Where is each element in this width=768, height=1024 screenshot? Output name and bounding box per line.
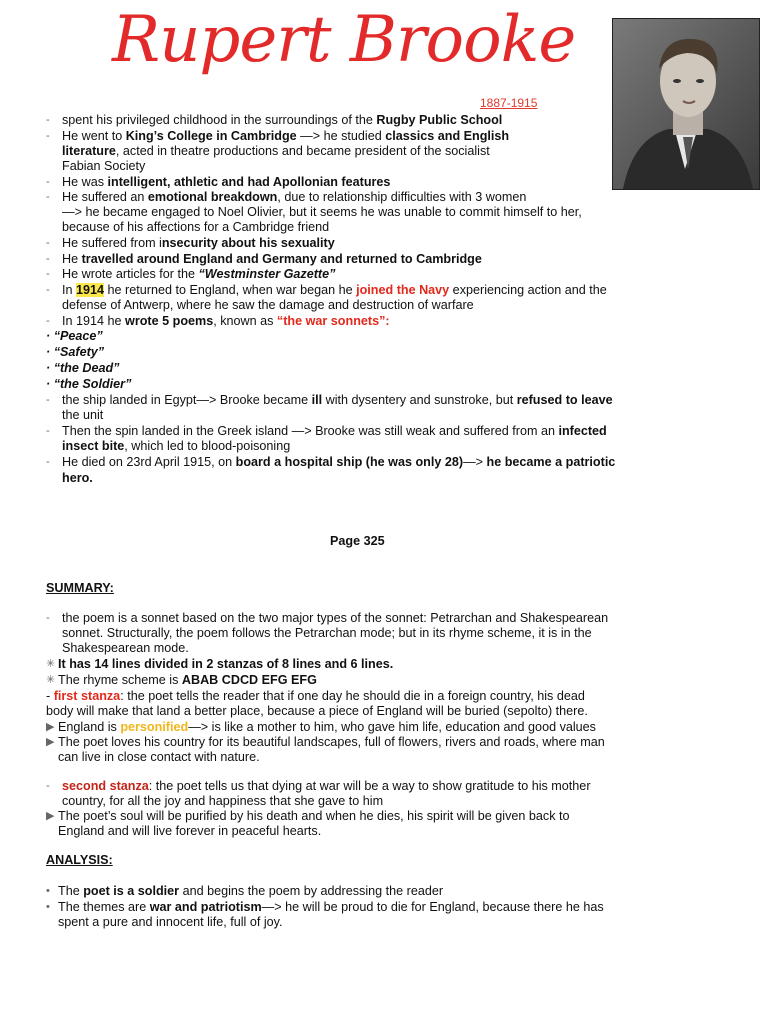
summary-line-2: sonnet. Structurally, the poem follows the Petrarchan mode; but in its rhyme scheme, it is in the — [62, 626, 592, 640]
bio-line-5: He was intelligent, athletic and had Apollonian features — [62, 175, 391, 189]
bullet-dash: - — [46, 114, 50, 126]
bio-line-12: In 1914 he returned to England, when war began he joined the Navy experiencing action and the — [62, 283, 607, 297]
summary-line-12: country, for all the joy and happiness that she gave to him — [62, 794, 384, 808]
bullet-dash: - — [46, 315, 50, 327]
bio-line-18: insect bite, which led to blood-poisoning — [62, 439, 291, 453]
summary-line-3: Shakespearean mode. — [62, 641, 189, 655]
bullet-dot: • — [46, 885, 50, 897]
bullet-dot: • — [46, 901, 50, 913]
bio-line-15: the ship landed in Egypt—> Brooke became ill with dysentery and sunstroke, but refused to leave — [62, 393, 613, 407]
bio-line-20: hero. — [62, 471, 93, 485]
bio-line-9: He suffered from insecurity about his sexuality — [62, 236, 335, 250]
bio-line-14: In 1914 he wrote 5 poems, known as “the war sonnets”: — [62, 314, 390, 328]
bio-line-11: He wrote articles for the “Westminster Gazette” — [62, 267, 336, 281]
bullet-dash: - — [46, 176, 50, 188]
bullet-dash: - — [46, 191, 50, 203]
analysis-heading: ANALYSIS: — [46, 853, 113, 867]
bio-line-8: because of his affections for a Cambridge friend — [62, 220, 330, 234]
analysis-line-1: The poet is a soldier and begins the poem by addressing the reader — [58, 884, 444, 898]
bullet-dash: - — [46, 253, 50, 265]
poem-title: · “Safety” — [46, 345, 105, 359]
summary-line-11: second stanza: the poet tells us that dying at war will be a way to show gratitude to his mother — [62, 779, 591, 793]
page-title: Rupert Brooke — [112, 3, 576, 77]
bio-line-16: the unit — [62, 408, 104, 422]
bio-line-4: Fabian Society — [62, 159, 146, 173]
star-icon: ✳ — [46, 658, 56, 670]
bio-line-3: literature, acted in theatre productions and became president of the socialist — [62, 144, 490, 158]
bio-line-10: He travelled around England and Germany and returned to Cambridge — [62, 252, 482, 266]
bullet-dash: - — [46, 394, 50, 406]
triangle-icon: ▶ — [46, 721, 55, 733]
poem-title: · “Peace” — [46, 329, 103, 343]
summary-line-8: England is personified—> is like a mother to him, who gave him life, education and good values — [58, 720, 596, 734]
summary-line-9: The poet loves his country for its beautiful landscapes, full of flowers, rivers and roads, where man — [58, 735, 605, 749]
bio-line-6: He suffered an emotional breakdown, due to relationship difficulties with 3 women — [62, 190, 527, 204]
page-number: Page 325 — [330, 534, 385, 548]
summary-line-7: body will make that land a better place, because a piece of England will be buried (sepolto) there. — [46, 704, 588, 718]
poem-title: · “the Dead” — [46, 361, 120, 375]
poem-title: · “the Soldier” — [46, 377, 132, 391]
portrait-photo — [612, 18, 760, 190]
summary-line-4: It has 14 lines divided in 2 stanzas of 8 lines and 6 lines. — [58, 657, 394, 671]
bio-line-19: He died on 23rd April 1915, on board a hospital ship (he was only 28)—> he became a patriotic — [62, 455, 616, 469]
bullet-dash: - — [46, 284, 50, 296]
star-icon: ✳ — [46, 674, 56, 686]
bullet-dash: - — [46, 130, 50, 142]
bullet-dash: - — [46, 268, 50, 280]
bio-line-17: Then the spin landed in the Greek island —> Brooke was still weak and suffered from an infected — [62, 424, 607, 438]
bullet-dash: - — [46, 456, 50, 468]
summary-line-13: The poet’s soul will be purified by his death and when he dies, his spirit will be given back to — [58, 809, 570, 823]
life-dates: 1887-1915 — [480, 96, 538, 110]
triangle-icon: ▶ — [46, 736, 55, 748]
bio-line-13: defense of Antwerp, where he saw the damage and destruction of warfare — [62, 298, 474, 312]
bullet-dash: - — [46, 780, 50, 792]
bullet-dash: - — [46, 237, 50, 249]
analysis-line-3: spent a pure and innocent life, full of joy. — [58, 915, 283, 929]
summary-line-10: can live in close contact with nature. — [58, 750, 260, 764]
analysis-line-2: The themes are war and patriotism—> he will be proud to die for England, because there he has — [58, 900, 604, 914]
bio-line-2: He went to King’s College in Cambridge —> he studied classics and English — [62, 129, 510, 143]
bio-line-1: spent his privileged childhood in the surroundings of the Rugby Public School — [62, 113, 503, 127]
triangle-icon: ▶ — [46, 810, 55, 822]
bio-line-7: —> he became engaged to Noel Olivier, but it seems he was unable to commit himself to her, — [62, 205, 582, 219]
summary-line-6: - first stanza: the poet tells the reader that if one day he should die in a foreign country, his dead — [46, 689, 585, 703]
summary-line-5: The rhyme scheme is ABAB CDCD EFG EFG — [58, 673, 317, 687]
summary-heading: SUMMARY: — [46, 581, 114, 595]
bullet-dash: - — [46, 425, 50, 437]
summary-line-14: England and will live forever in peaceful hearts. — [58, 824, 322, 838]
summary-line-1: the poem is a sonnet based on the two major types of the sonnet: Petrarchan and Shakespearean — [62, 611, 609, 625]
bullet-dash: - — [46, 612, 50, 624]
